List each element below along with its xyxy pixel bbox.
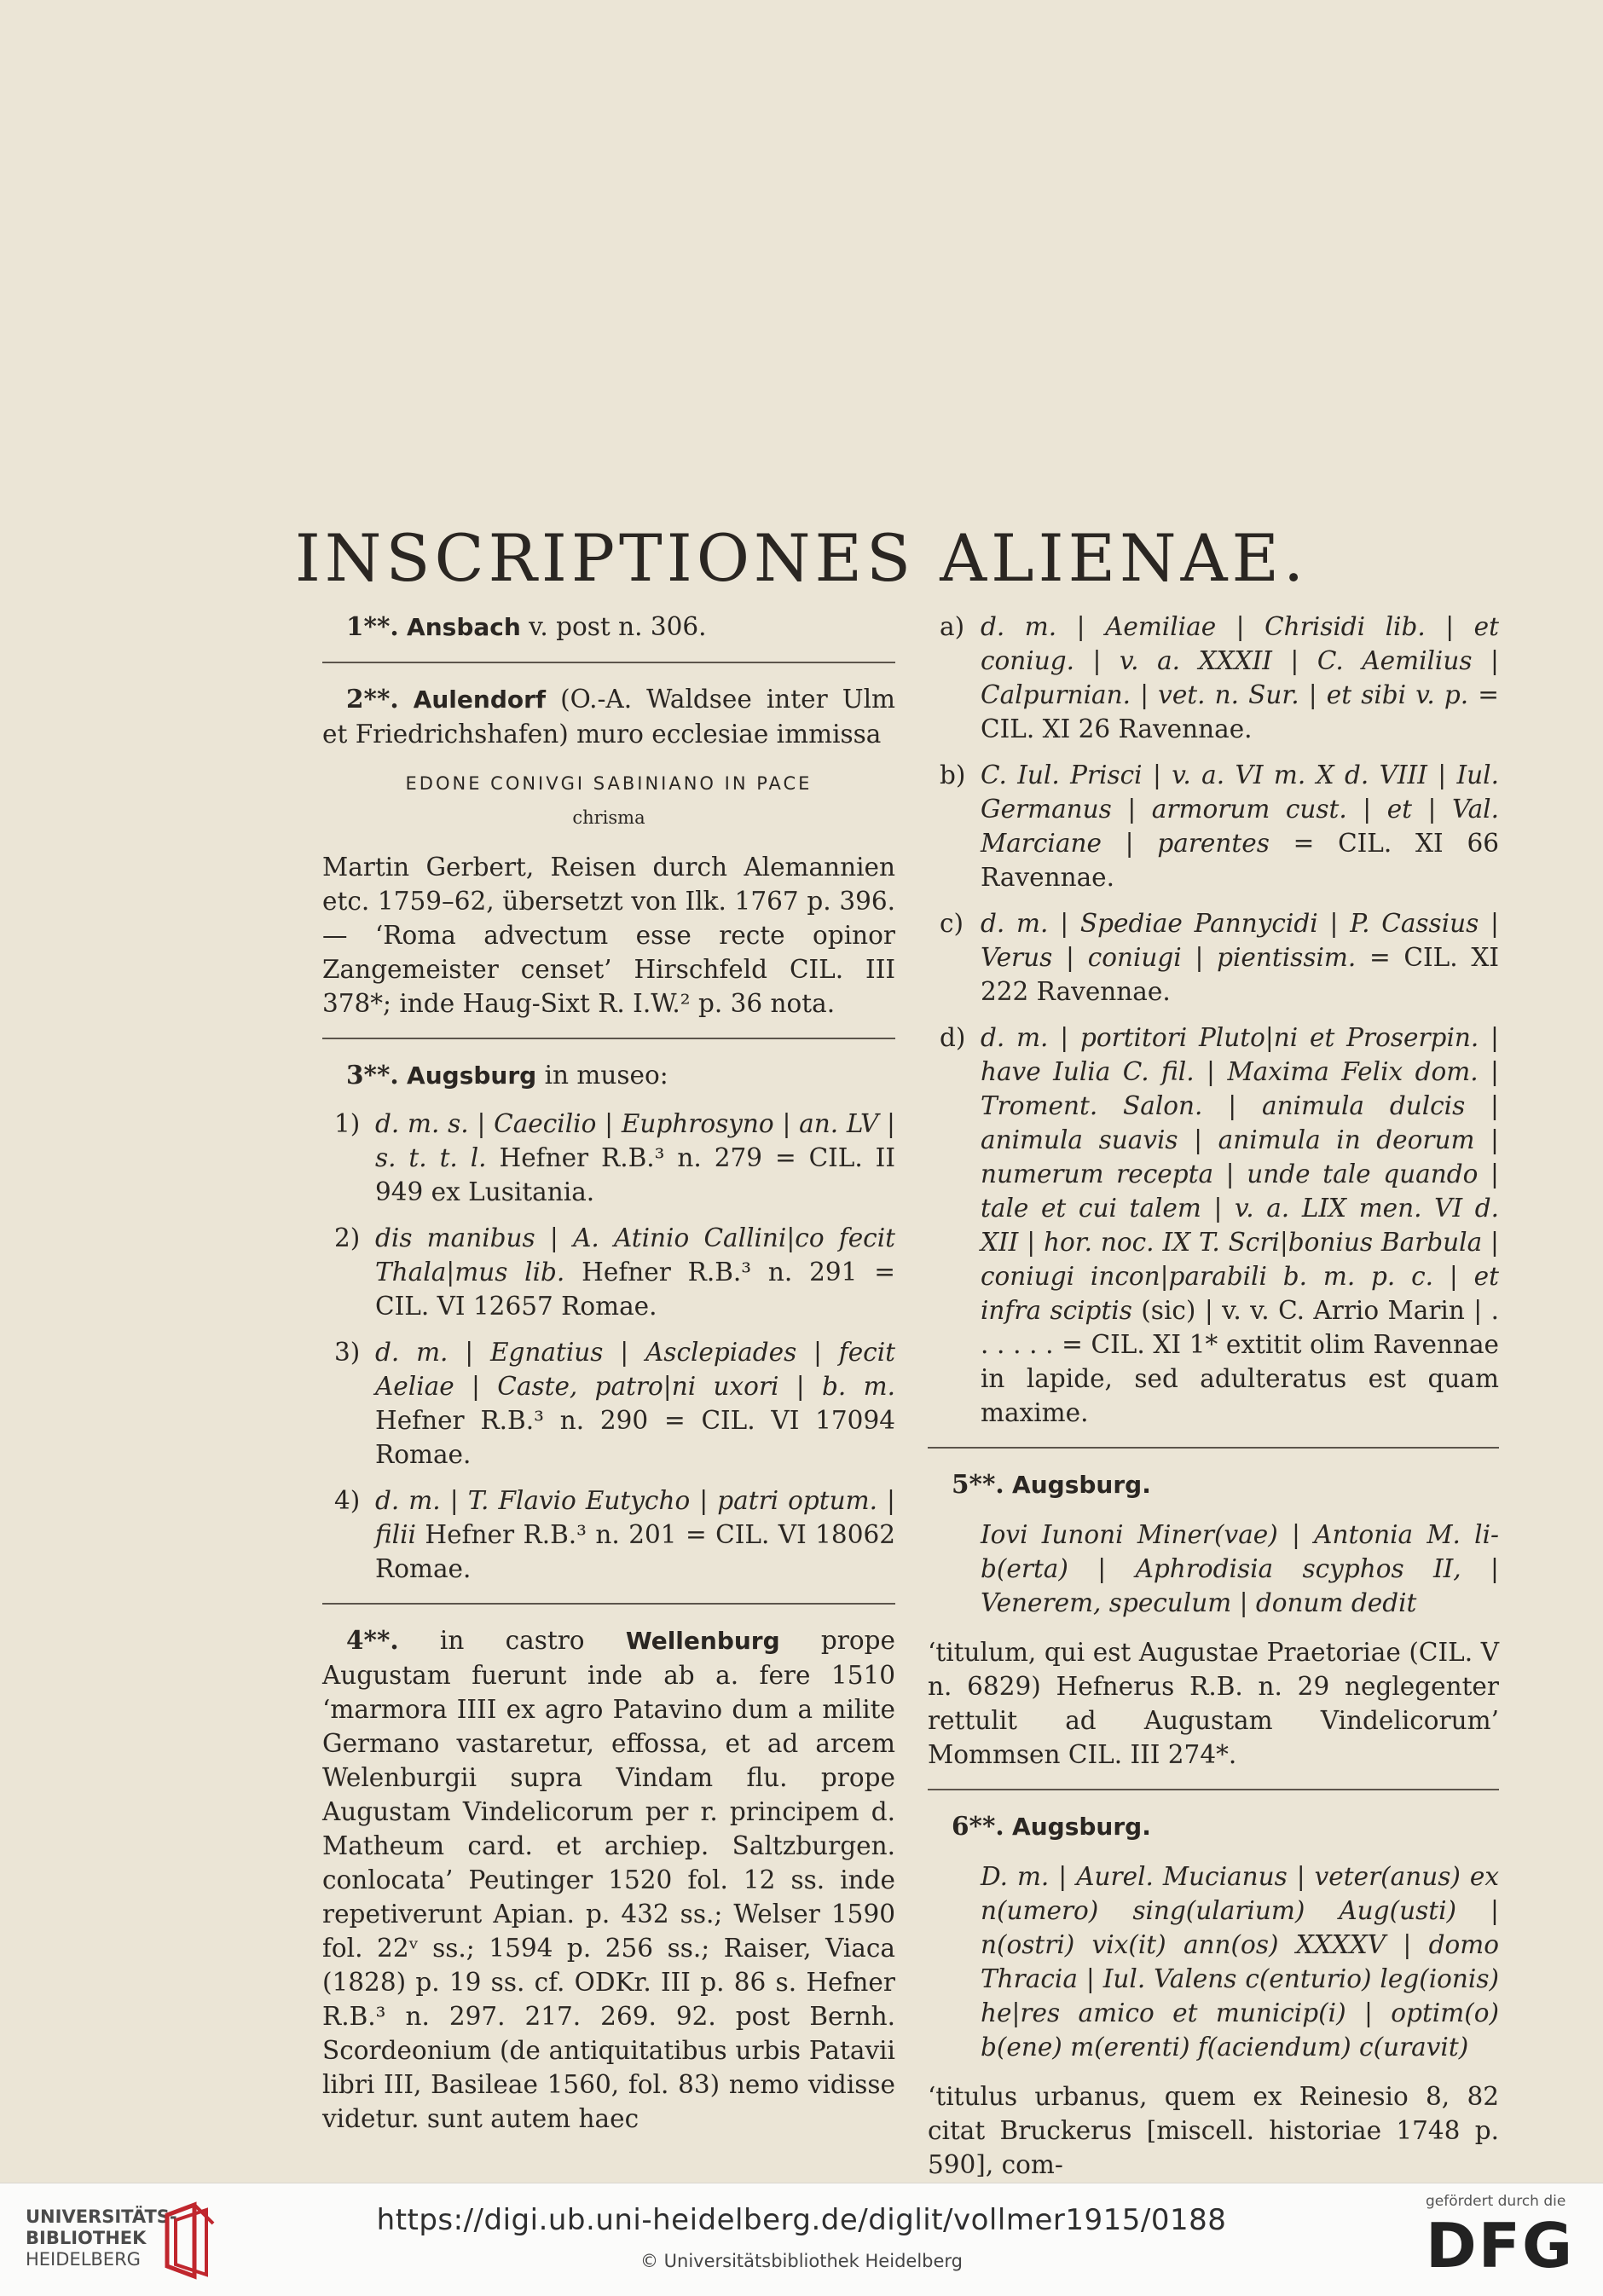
page-title: INSCRIPTIONES ALIENAE. bbox=[294, 520, 1309, 596]
entry-commentary: ‘titulum, qui est Augustae Praetoriae (CIL. V n. 6829) Hefnerus R.B. n. 29 neglegenter rettulit ad Augustam Vindelicorum’ Mommsen CIL. III 274*. bbox=[928, 1638, 1499, 1769]
entry-number: 3**. bbox=[346, 1060, 399, 1090]
separator bbox=[322, 1603, 895, 1605]
entry-place: Augsburg. bbox=[1012, 1813, 1151, 1841]
list-item: a) d. m. | Aemiliae | Chrisidi lib. | et coniug. | v. a. XXXII | C. Aemilius | Calpurnian. | vet. n. Sur. | et sibi v. p. = CIL. XI 26 Ravennae. bbox=[940, 612, 1499, 743]
entry-number: 1**. bbox=[346, 611, 399, 641]
entry-place: Augsburg bbox=[407, 1061, 537, 1090]
list-item: b) C. Iul. Prisci | v. a. VI m. X d. VIII | Iul. Germanus | armorum cust. | et | Val. Marciane | parentes = CIL. XI 66 Ravennae. bbox=[940, 761, 1499, 892]
entry-5 bbox=[928, 1467, 1499, 1772]
library-name: UNIVERSITÄTS- BIBLIOTHEK HEIDELBERG bbox=[26, 2206, 177, 2270]
entry-number: 4**. bbox=[346, 1625, 399, 1655]
entry-2 bbox=[322, 682, 895, 1021]
entry-text: prope Augustam fuerunt inde ab a. fere 1510 ‘marmora IIII ex agro Patavino dum a milite Germano vastaretur, effossa, et ad arcem Welenburgii supra Vindam flu. prope Augustam Vindelicorum per r. principem d. Matheum card. et archiep. Saltzburgen. conlocata’ Peutinger 1520 fol. 12 ss. inde repetiverunt Apian. p. 432 ss.; Welser 1590 fol. 22ᵛ ss.; 1594 p. 256 ss.; Raiser, Viaca (1828) p. 19 ss. cf. ODKr. III p. 86 s. Hefner R.B.³ n. 297. 217. 269. 92. post Bernh. Scordeonium (de antiquitatibus urbis Patavii libri III, Basileae 1560, fol. 83) nemo vidisse videtur. sunt autem haec bbox=[322, 1626, 896, 2133]
page-url-link[interactable]: https://digi.ub.uni-heidelberg.de/diglit/vollmer1915/0188 bbox=[376, 2203, 1227, 2237]
list-item: 1) d. m. s. | Caecilio | Euphrosyno | an. LV | s. t. t. l. Hefner R.B.³ n. 279 = CIL. II 949 ex Lusitania. bbox=[334, 1109, 895, 1206]
list-item: 3) d. m. | Egnatius | Asclepiades | fecit Aeliae | Caste, patro|ni uxori | b. m. Hefner R.B.³ n. 290 = CIL. VI 17094 Romae. bbox=[334, 1338, 895, 1469]
entry-6 bbox=[928, 1809, 1499, 2182]
copyright-notice: © Universitätsbibliothek Heidelberg bbox=[639, 2251, 963, 2271]
chrisma-note: chrisma bbox=[572, 807, 645, 828]
entry-3 bbox=[322, 1058, 895, 1586]
entry-number: 2**. bbox=[346, 684, 399, 714]
right-column bbox=[928, 610, 1499, 2182]
funding-label: gefördert durch die bbox=[1426, 2193, 1566, 2210]
entry-number: 6**. bbox=[952, 1811, 1004, 1841]
entry-commentary: ‘titulus urbanus, quem ex Reinesio 8, 82 citat Bruckerus [miscell. historiae 1748 p. 590], com- bbox=[928, 2082, 1499, 2179]
entry-place: Aulendorf bbox=[413, 685, 547, 714]
entry-place: Wellenburg bbox=[625, 1627, 780, 1655]
entry-head: (O.-A. Waldsee inter Ulm et Friedrichshafen) muro ecclesiae immissa bbox=[322, 685, 895, 749]
inscription-text: Iovi Iunoni Miner(vae) | Antonia M. li-b(erta) | Aphrodisia scyphos II, | Venerem, speculum | donum dedit bbox=[981, 1520, 1499, 1617]
dfg-logo: DFG bbox=[1426, 2210, 1575, 2282]
separator bbox=[322, 662, 895, 663]
entry-place: Ansbach bbox=[407, 613, 521, 641]
inscription-list bbox=[928, 610, 1499, 1430]
entry-text: v. post n. 306. bbox=[520, 612, 707, 641]
entry-place: Augsburg. bbox=[1012, 1471, 1151, 1499]
entry-number: 5**. bbox=[952, 1469, 1004, 1499]
entry-4: 4**. in castro Wellenburg prope Augustam fuerunt inde ab a. fere 1510 ‘marmora IIII ex agro Patavino dum a milite Germano vastaretur, effossa, et ad arcem Welenburgii supra Vindam flu. prope Augustam Vindelicorum per r. principem d. Matheum card. et archiep. Saltzburgen. conlocata’ Peutinger 1520 fol. 12 ss. inde repetiverunt Apian. p. 432 ss.; Welser 1590 fol. 22ᵛ ss.; 1594 p. 256 ss.; Raiser, Viaca (1828) p. 19 ss. cf. ODKr. III p. 86 s. Hefner R.B.³ n. 297. 217. 269. 92. post Bernh. Scordeonium (de antiquitatibus urbis Patavii libri III, Basileae 1560, fol. 83) nemo vidisse videtur. sunt autem haec bbox=[322, 1625, 896, 2133]
entry-1 bbox=[322, 610, 895, 645]
separator bbox=[928, 1447, 1499, 1449]
inscription-list bbox=[322, 1107, 895, 1586]
entry-head: in museo: bbox=[536, 1061, 668, 1090]
list-item: 2) dis manibus | A. Atinio Callini|co fecit Thala|mus lib. Hefner R.B.³ n. 291 = CIL. VI 12657 Romae. bbox=[334, 1223, 895, 1321]
footer-bar bbox=[0, 2183, 1603, 2296]
separator bbox=[928, 1789, 1499, 1790]
inscription-text: D. m. | Aurel. Mucianus | veter(anus) ex n(umero) sing(ularium) Aug(usti) | n(ostri) vix(it) ann(os) XXXXV | domo Thracia | Iul. Valens c(enturio) leg(ionis) he|res amico et municip(i) | optim(o) b(ene) m(erenti) f(aciendum) c(uravit) bbox=[981, 1862, 1499, 2062]
separator bbox=[322, 1038, 895, 1039]
left-column bbox=[322, 610, 895, 2136]
list-item: 4) d. m. | T. Flavio Eutycho | patri optum. | filii Hefner R.B.³ n. 201 = CIL. VI 18062 Romae. bbox=[334, 1486, 895, 1583]
list-item: c) d. m. | Spediae Pannycidi | P. Cassius | Verus | coniugi | pientissim. = CIL. XI 222 Ravennae. bbox=[940, 909, 1499, 1006]
entry-commentary: Martin Gerbert, Reisen durch Alemannien etc. 1759–62, übersetzt von Ilk. 1767 p. 396. — ‘Roma advectum esse recte opinor Zangemeister censet’ Hirschfeld CIL. III 378*; inde Haug-Sixt R. I.W.² p. 36 nota. bbox=[322, 853, 895, 1018]
inscription-text: EDONE CONIVGI SABINIANO IN PACE bbox=[405, 773, 813, 794]
list-item: d) d. m. | portitori Pluto|ni et Proserpin. | have Iulia C. fil. | Maxima Felix dom. | Troment. Salon. | animula dulcis | animula suavis | animula in deorum | numerum recepta | unde tale quando | tale et cui talem | v. a. LIX men. VI d. XII | hor. noc. IX T. Scri|bonius Barbula | coniugi incon|parabili b. m. p. c. | et infra sciptis (sic) | v. v. C. Arrio Marin | . . . . . . = CIL. XI 1* extitit olim Ravennae in lapide, sed adulteratus est quam maxime. bbox=[940, 1023, 1500, 1427]
